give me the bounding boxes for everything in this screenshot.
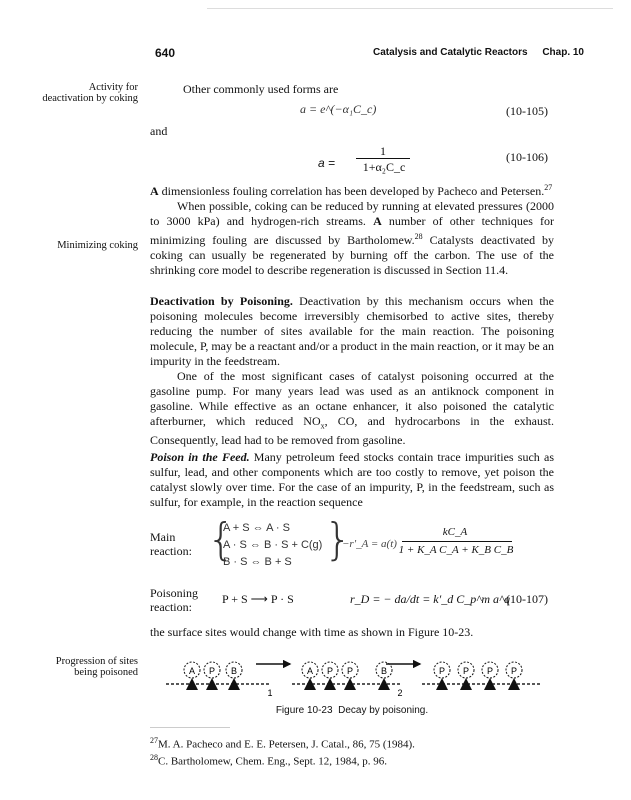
site-label: A [188,666,196,676]
site-label: B [380,666,388,676]
stage-number-1: 1 [267,688,273,698]
coking-bold-a: A [373,214,382,228]
lead-text-end: , CO, and hydrocarbons in the exhaust. Consequently, lead had to be removed from gasoline. [150,414,555,448]
figure-label: Figure 10-23 [275,705,333,716]
pois-label-1: Poisoning [150,586,199,600]
pois-label-2: reaction: [150,600,192,614]
footnote-text: M. A. Pacheco and E. E. Petersen, J. Catal., 86, 75 (1984). [158,738,415,751]
site-label: P [326,666,334,676]
poisoning-reaction-label [150,586,198,614]
right-brace: } [324,514,352,565]
main-step-1: A + S ⇔ A · S [223,522,290,534]
surface-sites-text: the surface sites would change with time as shown in Figure 10-23. [150,625,474,639]
eq106-fraction-bar [356,158,410,159]
eq106-denominator: 1+α₂C_c [362,160,406,174]
coking-text-1: When possible, coking can be reduced by running at elevated pressures (2000 to 3000 kPa) and hydrogen-rich streams. [150,199,554,228]
poisoning-text: Deactivation by this mechanism occurs when the poisoning molecules become irreversibly chemisorbed to active sites, thereby reducing the number of sites available for the main reaction. The poisoning molecule, P, may be a reactant and/or a product in the main reaction, or it may be an impurity in the feedstream. [150,294,554,368]
main-label-2: reaction: [150,544,192,558]
coking-text-3: Catalysts deactivated by coking can usually be regenerated by burning off the carbon. The use of the shrinking core model to describe regeneration is discussed in Section 11.4. [150,233,554,277]
main-reaction-steps [223,520,322,571]
paragraph-fouling [150,180,554,278]
margin-note-progression: Progression of sites being poisoned [55,656,138,678]
coking-text-2: number of other techniques for minimizing fouling are discussed by Bartholomew. [150,214,555,247]
eq-number-106: (10-106) [506,150,548,164]
footnote-ref-28: 28 [414,232,423,241]
eq106-numerator: 1 [380,144,386,158]
running-header [361,47,584,58]
margin-note-activity: Activity for deactivation by coking [42,82,138,104]
poisoning-reaction: P + S ⟶ P · S [222,592,294,606]
main-reaction-label [150,530,192,558]
stage-2 [302,662,392,690]
figure-10-23 [148,652,558,698]
poisoning-rate-law: r_D = − da/dt = k′_d C_p^m a^q [350,592,511,606]
rate-lhs: −r′_A = a(t) [342,538,397,550]
figure-caption [150,705,554,716]
and-text: and [150,124,168,138]
site-marker [460,678,472,690]
main-label-1: Main [150,530,176,544]
site-label: P [486,666,494,676]
fouling-text: dimensionless fouling correlation has been developed by Pacheco and Petersen. [158,184,545,198]
rate-fraction-bar [402,541,512,542]
stage-number-2: 2 [397,688,403,698]
margin-note-minimizing: Minimizing coking [57,240,138,251]
equation-10-105: a = e^(−α₁C_c) [300,102,377,116]
main-step-2: A · S ⇔ B · S + C(g) [223,539,323,551]
figure-caption-text: Decay by poisoning. [338,705,429,716]
nox-subscript: x [320,421,325,431]
site-label: P [462,666,470,676]
left-brace: { [207,514,235,565]
site-label: P [510,666,518,676]
footnote-mark: 27 [150,736,158,745]
stage-3 [434,662,522,690]
main-step-3: B · S ⇔ B + S [223,556,292,568]
feed-heading: Poison in the Feed. [150,450,250,464]
bold-a: A [150,184,159,198]
footnote-ref-27: 27 [544,183,553,192]
rate-denominator: 1 + K_A C_A + K_B C_B [398,544,514,556]
eq106-lhs: a = [318,156,336,170]
intro-text: Other commonly used forms are [183,82,339,96]
paragraph-poisoning [150,294,554,448]
footnote-28 [150,751,387,769]
eq-number-107: (10-107) [506,592,548,606]
running-title: Catalysis and Catalytic Reactors [373,47,528,58]
footnote-mark: 28 [150,753,158,762]
site-label: P [346,666,354,676]
rate-numerator: kC_A [442,526,468,538]
site-label: P [208,666,216,676]
feed-text: Many petroleum feed stocks contain trace impurities such as sulfur, lead, and other components which are too costly to remove, yet poison the catalyst slowly over time. For the case of an impurity, P, in the feedstream, such as sulfur, for example, in the reaction sequence [150,450,554,509]
stage-1 [184,662,242,690]
footnote-text: C. Bartholomew, Chem. Eng., Sept. 12, 1984, p. 96. [158,755,388,768]
page-number: 640 [155,46,176,60]
poisoning-heading: Deactivation by Poisoning. [150,294,293,308]
chapter-label: Chap. 10 [542,47,584,58]
paragraph-poison-feed [150,450,554,510]
site-label: P [438,666,446,676]
site-label: A [306,666,314,676]
lead-text: One of the most significant cases of catalyst poisoning occurred at the gasoline pump. For many years lead was used as an antiknock component in gasoline. While effective as an octane enhancer, it also poisoned the catalytic afterburner, which reduced NO [150,369,554,428]
footnote-rule [150,727,230,728]
site-label: B [230,666,238,676]
footnote-27 [150,734,415,752]
header-rule [207,8,613,9]
eq-number-105: (10-105) [506,104,548,118]
